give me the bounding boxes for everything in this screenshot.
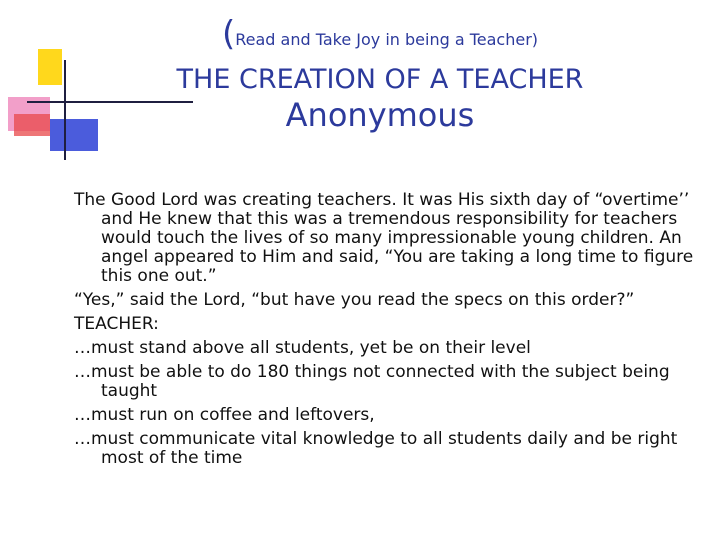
paragraph-requirement: …must be able to do 180 things not connected with the subject being taught xyxy=(74,362,670,401)
subtitle-open-paren: ( xyxy=(221,14,236,54)
author: Anonymous xyxy=(285,96,475,134)
subtitle xyxy=(110,14,650,54)
title-area xyxy=(110,14,650,134)
paragraph-requirement: …must communicate vital knowledge to all students daily and be right most of the time xyxy=(74,429,678,468)
slide-title: THE CREATION OF A TEACHER xyxy=(176,64,584,95)
paragraph-lord-reply: “Yes,” said the Lord, “but have you read the specs on this order?” xyxy=(74,290,635,310)
decorative-blue-block xyxy=(50,119,98,151)
paragraph-requirement: …must stand above all students, yet be on their level xyxy=(74,338,531,358)
decorative-vertical-line xyxy=(64,60,66,160)
paragraph-requirement: …must run on coffee and leftovers, xyxy=(74,405,375,425)
subtitle-text: Read and Take Joy in being a Teacher) xyxy=(235,30,539,49)
paragraph-intro: The Good Lord was creating teachers. It was His sixth day of “overtime’’ and He knew that this was a tremendous responsibility for teachers would touch the lives of so many impressionable young children. An angel appeared to Him and said, “You are taking a long time to figure this one out.” xyxy=(74,190,694,286)
decorative-yellow-block xyxy=(38,49,62,85)
decorative-red-block xyxy=(14,114,50,136)
paragraph-teacher-heading: TEACHER: xyxy=(74,314,159,334)
body-text xyxy=(74,191,694,473)
